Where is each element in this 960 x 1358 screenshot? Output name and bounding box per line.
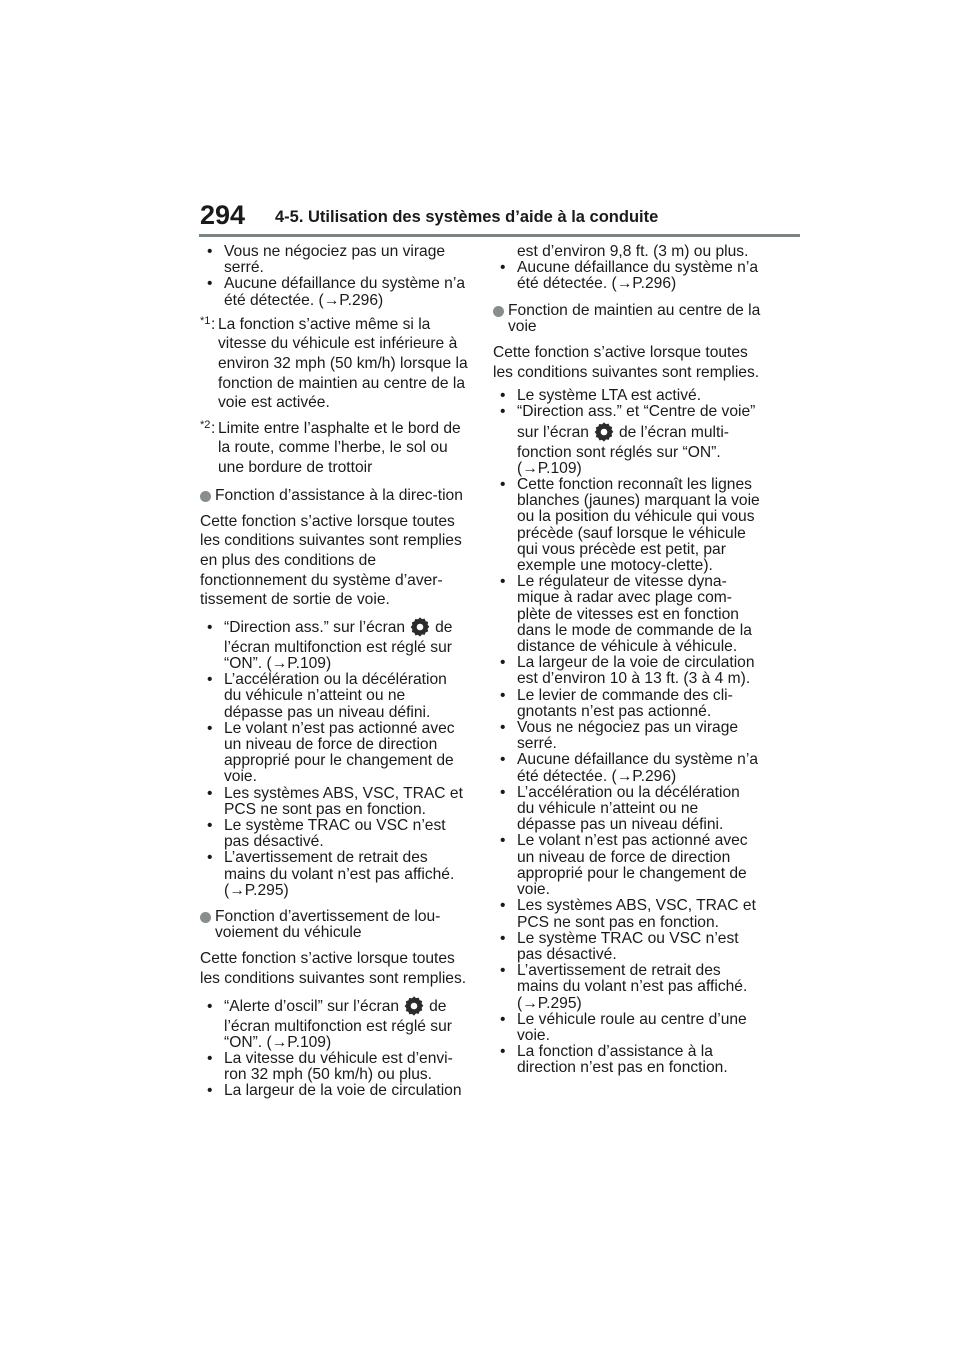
list-item: • Le système TRAC ou VSC n’est pas désactivé. (493, 931, 761, 963)
footnote-mark: *2 (200, 418, 211, 431)
list-item: • Aucune défaillance du système n’a été détectée. (→P.296) (493, 260, 761, 292)
list-item-continuation: est d’environ 9,8 ft. (3 m) ou plus. (517, 243, 749, 260)
list-item: • Aucune défaillance du système n’a été détectée. (→P.296) (200, 276, 468, 308)
list-item: • La fonction d’assistance à la direction n’est pas en fonction. (493, 1044, 761, 1076)
list-item: • Le levier de commande des cli-gnotants n’est pas actionné. (493, 688, 761, 720)
list-item: • L’accélération ou la décélération du véhicule n’atteint ou ne dépasse pas un niveau défini. (493, 785, 761, 834)
paragraph: Cette fonction s’active lorsque toutes les conditions suivantes sont remplies. (493, 344, 760, 381)
section-heading: Fonction de maintien au centre de la voie (493, 303, 761, 335)
gear-icon (403, 995, 425, 1017)
list-item-continuation: sur l’écran de l’écran multi- (493, 421, 761, 445)
list-item: • Les systèmes ABS, VSC, TRAC et PCS ne sont pas en fonction. (493, 898, 761, 930)
list-item: • Cette fonction reconnaît les lignes blanches (jaunes) marquant la voie ou la position du véhicule qui vous précède (sauf lorsque le véhicule qui vous précède est petit, par exemple une motocy-clette). (493, 477, 761, 574)
header-divider (199, 234, 800, 237)
footnote-text: Limite entre l’asphalte et le bord de la route, comme l’herbe, le sol ou une bordure de trottoir (218, 419, 461, 476)
list-item: • Le volant n’est pas actionné avec un niveau de force de direction approprié pour le changement de voie. (493, 833, 761, 898)
list-item: • La largeur de la voie de circulation (200, 1083, 468, 1099)
footnote-mark: *1 (200, 314, 211, 327)
page-number: 294 (200, 200, 246, 230)
section-title: 4-5. Utilisation des systèmes d’aide à la conduite (275, 208, 659, 226)
list-item: • Le système TRAC ou VSC n’est pas désactivé. (200, 818, 468, 850)
list-item: • Le régulateur de vitesse dyna-mique à radar avec plage com-plète de vitesses est en fonction dans le mode de commande de la distance de véhicule à véhicule. (493, 574, 761, 655)
list-item-continuation: fonction sont réglés sur “ON”. (→P.109) (517, 443, 721, 477)
section-heading: Fonction d’avertissement de lou-voiement du véhicule (200, 909, 468, 941)
list-item: • Le véhicule roule au centre d’une voie. (493, 1012, 761, 1044)
footnote-text: La fonction s’active même si la vitesse du véhicule est inférieure à environ 32 mph (50 km/h) lorsque la fonction de maintien au centre de la voie est activée. (218, 315, 468, 412)
list-item: • Vous ne négociez pas un virage serré. (200, 244, 468, 276)
right-column (493, 244, 761, 1077)
list-item: • Le système LTA est activé. (493, 388, 761, 404)
bullet-circle-icon (493, 306, 504, 317)
list-item: • “Alerte d’oscil” sur l’écran de (200, 995, 468, 1019)
bullet-circle-icon (200, 491, 211, 502)
list-item: • Aucune défaillance du système n’a été détectée. (→P.296) (493, 752, 761, 784)
bullet-circle-icon (200, 912, 211, 923)
gear-icon (409, 616, 431, 638)
list-item: • “Direction ass.” sur l’écran de (200, 616, 468, 640)
list-item: • L’accélération ou la décélération du véhicule n’atteint ou ne dépasse pas un niveau défini. (200, 672, 468, 721)
list-item: • Le volant n’est pas actionné avec un niveau de force de direction approprié pour le changement de voie. (200, 721, 468, 786)
list-item: • L’avertissement de retrait des mains du volant n’est pas affiché. (→P.295) (200, 850, 468, 899)
list-item: • Vous ne négociez pas un virage serré. (493, 720, 761, 752)
list-item: • La vitesse du véhicule est d’envi-ron 32 mph (50 km/h) ou plus. (200, 1051, 468, 1083)
footnote-2: *2 : Limite entre l’asphalte et le bord de la route, comme l’herbe, le sol ou une bordure de trottoir (200, 419, 468, 478)
list-item: • La largeur de la voie de circulation est d’environ 10 à 13 ft. (3 à 4 m). (493, 655, 761, 687)
footnote-1: *1 : La fonction s’active même si la vitesse du véhicule est inférieure à environ 32 mph (50 km/h) lorsque la fonction de maintien au centre de la voie est activée. (200, 315, 468, 413)
list-item: • Les systèmes ABS, VSC, TRAC et PCS ne sont pas en fonction. (200, 786, 468, 818)
list-item-continuation: l’écran multifonction est réglé sur “ON”. (→P.109) (224, 638, 452, 672)
list-item: • “Direction ass.” et “Centre de voie” (493, 404, 761, 420)
gear-icon (593, 421, 615, 443)
paragraph: Cette fonction s’active lorsque toutes les conditions suivantes sont remplies. (200, 950, 467, 987)
list-item: • L’avertissement de retrait des mains du volant n’est pas affiché. (→P.295) (493, 963, 761, 1012)
list-item-continuation: l’écran multifonction est réglé sur “ON”. (→P.109) (224, 1017, 452, 1051)
paragraph: Cette fonction s’active lorsque toutes les conditions suivantes sont remplies en plus des conditions de fonctionnement du système d’aver-tissement de sortie de voie. (200, 512, 462, 609)
left-column (200, 244, 468, 1100)
section-heading: Fonction d’assistance à la direc-tion (200, 488, 468, 504)
